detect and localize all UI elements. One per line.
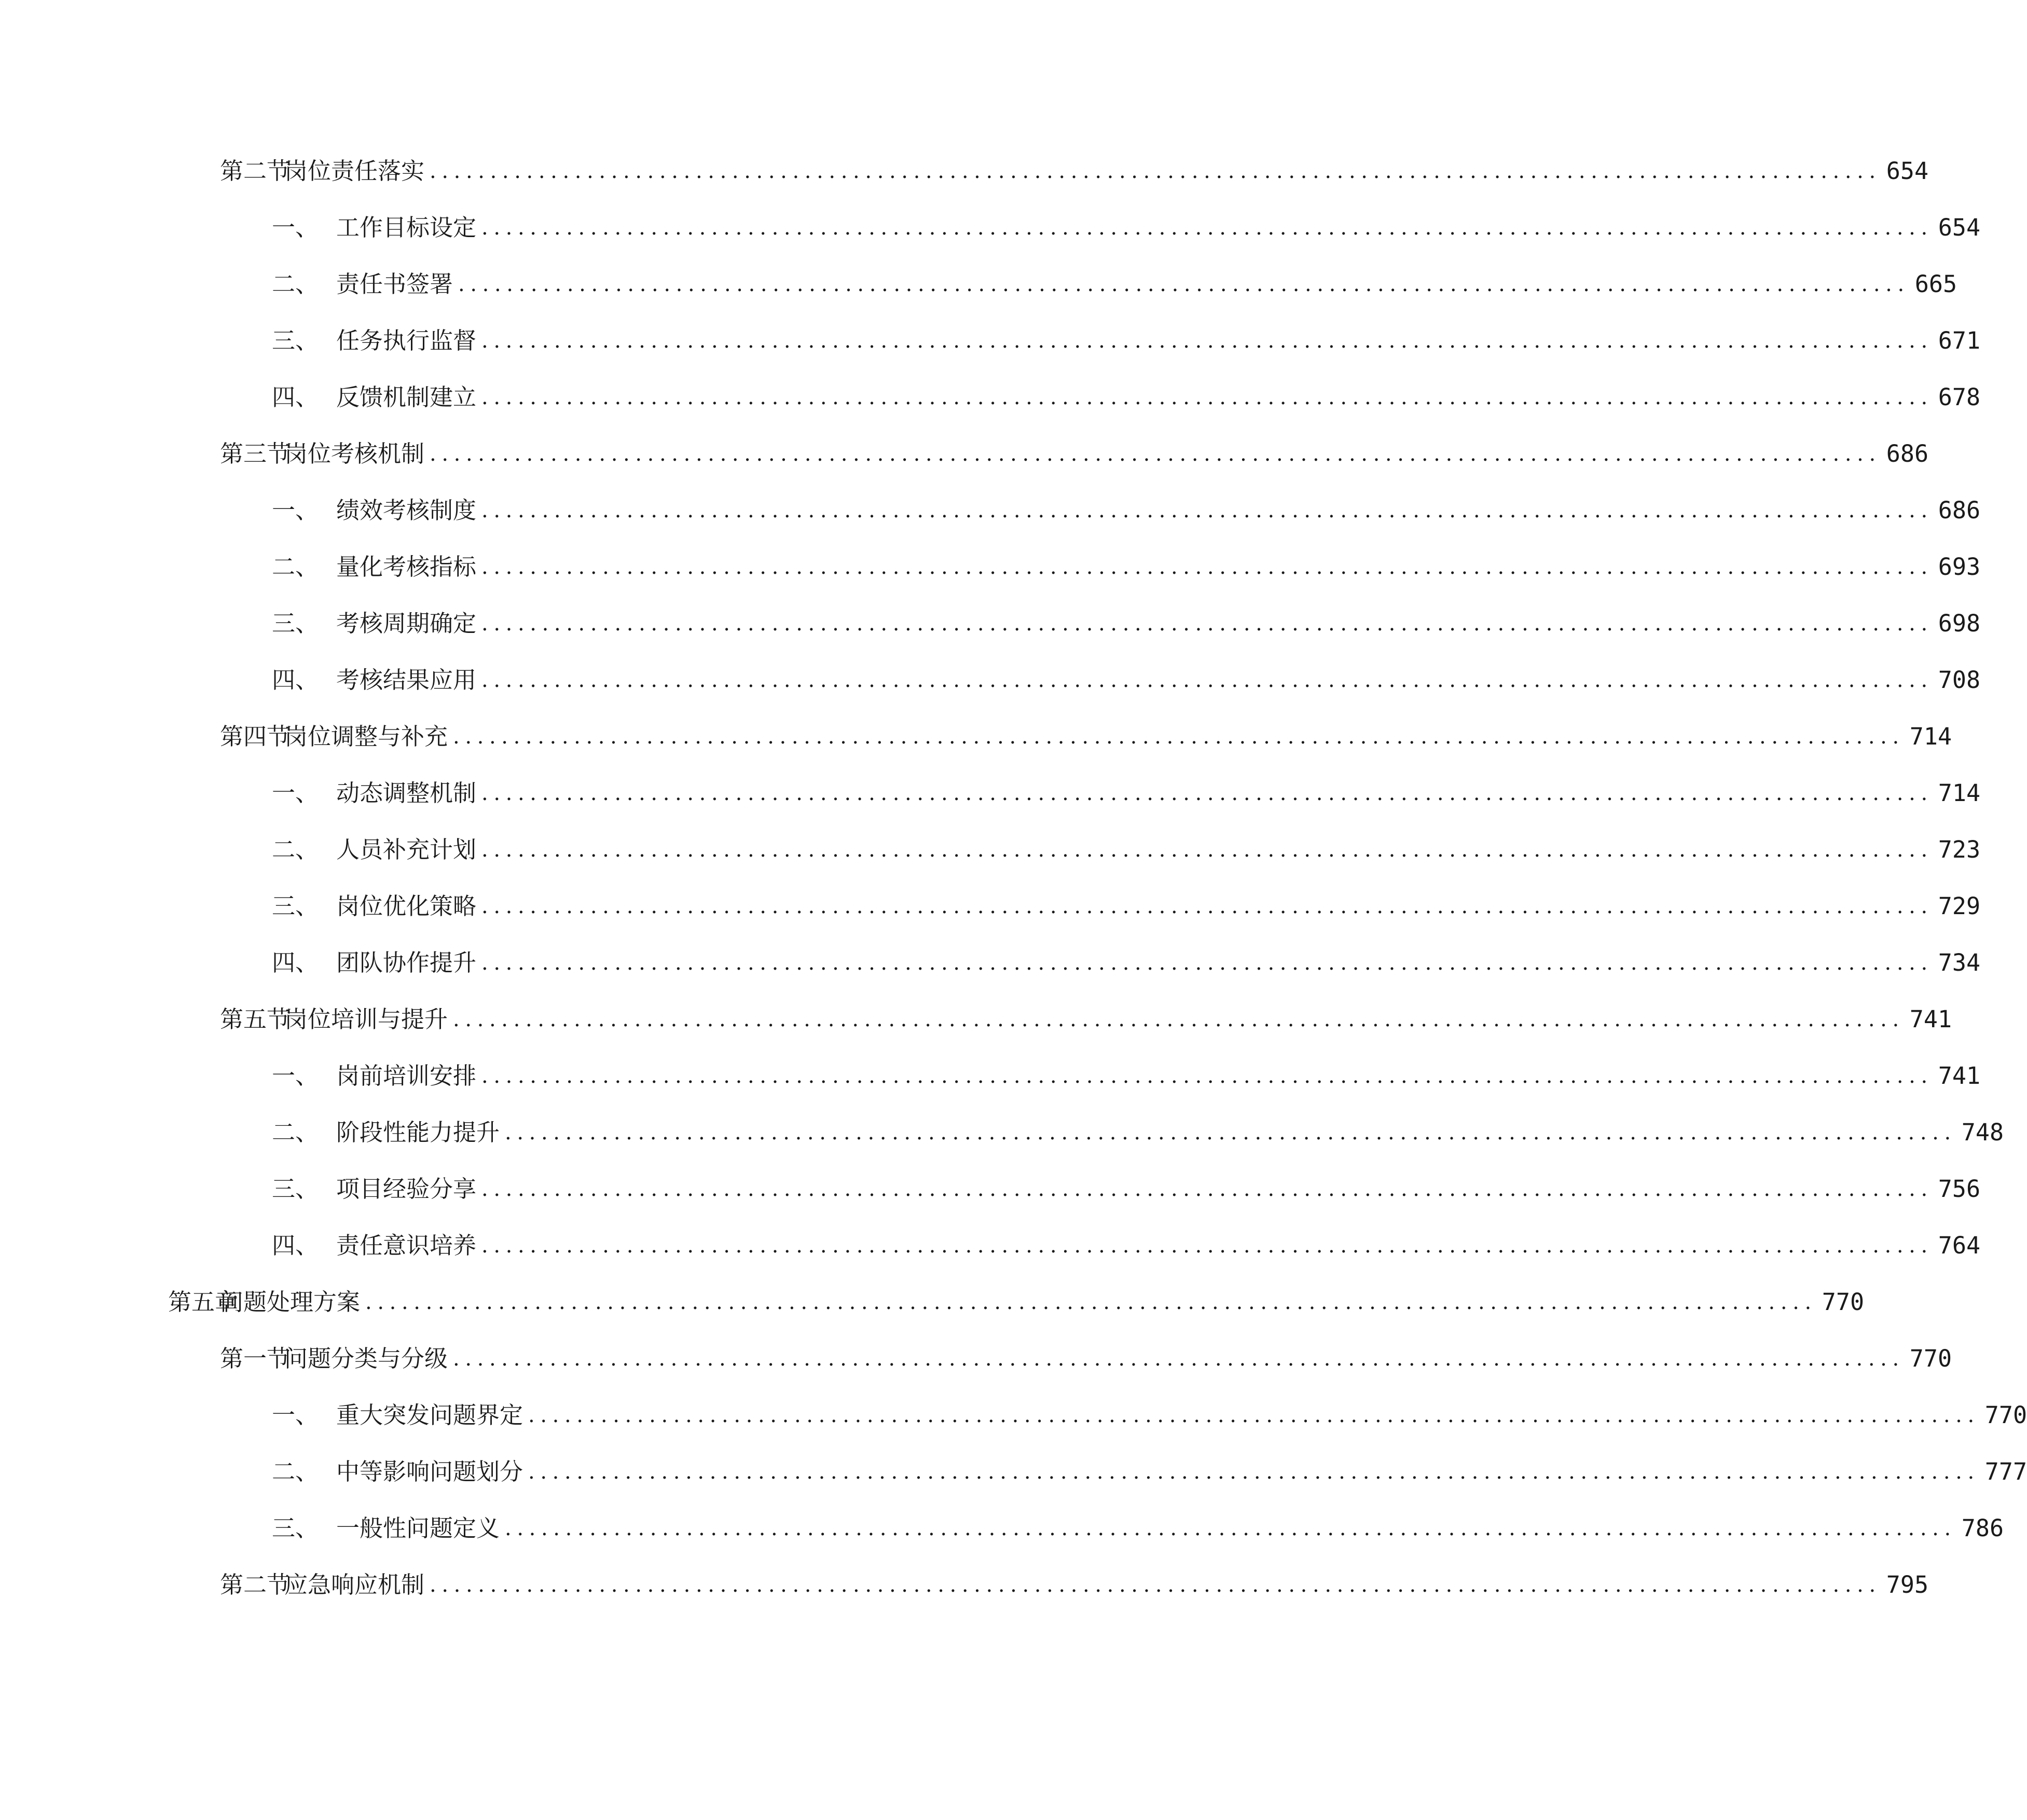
toc-leader-dots: ........................................................................................................................ [481, 499, 1933, 522]
toc-leader-dots: ........................................................................................................................ [481, 1177, 1933, 1201]
toc-entry-label [272, 1114, 500, 1151]
toc-entry-number: 二、 [272, 270, 319, 298]
toc-entry-label [220, 153, 424, 189]
toc-entry-number: 第二节 [220, 157, 291, 185]
toc-entry-number: 二、 [272, 836, 319, 863]
toc-entry-page: 795 [1886, 1571, 1929, 1598]
toc-entry-page: 714 [1909, 723, 1952, 750]
toc-entry[interactable] [272, 323, 1981, 359]
toc-entry-label [220, 436, 424, 472]
toc-entry[interactable] [220, 1001, 1952, 1038]
toc-entry-title: 岗位培训与提升 [284, 1005, 448, 1033]
toc-entry[interactable] [272, 775, 1981, 811]
toc-entry[interactable] [168, 1284, 1865, 1320]
toc-leader-dots: ........................................................................................................................ [453, 725, 1905, 749]
toc-entry-label [272, 1454, 523, 1490]
toc-entry-label [220, 719, 448, 755]
toc-entry[interactable] [272, 492, 1981, 529]
toc-entry-title: 考核结果应用 [336, 666, 477, 694]
toc-entry[interactable] [220, 1341, 1952, 1377]
toc-entry-number: 四、 [272, 666, 319, 694]
toc-entry[interactable] [272, 888, 1981, 925]
toc-entry-page: 741 [1938, 1062, 1981, 1090]
toc-entry-title: 量化考核指标 [336, 553, 477, 581]
toc-entry-label [272, 1397, 523, 1433]
toc-leader-dots: ........................................................................................................................ [481, 329, 1933, 353]
toc-entry-title: 团队协作提升 [336, 949, 477, 976]
toc-entry-title: 一般性问题定义 [336, 1514, 500, 1542]
toc-entry-title: 岗位责任落实 [284, 157, 425, 185]
toc-entry[interactable] [272, 1510, 2004, 1547]
toc-entry-title: 中等影响问题划分 [336, 1458, 523, 1485]
toc-entry-label [272, 832, 476, 868]
toc-leader-dots: ........................................................................................................................ [481, 668, 1933, 692]
toc-leader-dots: ........................................................................................................................ [430, 442, 1881, 466]
toc-entry-page: 654 [1938, 214, 1981, 241]
toc-entry-title: 问题处理方案 [220, 1288, 361, 1316]
toc-leader-dots: ........................................................................................................................ [481, 385, 1933, 409]
toc-entry[interactable] [272, 1397, 2027, 1433]
toc-leader-dots: ........................................................................................................................ [430, 159, 1881, 183]
toc-entry-page: 729 [1938, 892, 1981, 920]
toc-entry[interactable] [272, 379, 1981, 416]
toc-entry-label [272, 549, 476, 585]
toc-entry-page: 748 [1961, 1119, 2004, 1146]
toc-entry-page: 786 [1961, 1514, 2004, 1542]
toc-entry-number: 四、 [272, 383, 319, 411]
toc-entry-number: 二、 [272, 1119, 319, 1146]
toc-leader-dots: ........................................................................................................................ [481, 1064, 1933, 1088]
toc-entry-label [168, 1284, 360, 1320]
toc-entry-page: 770 [1822, 1288, 1865, 1316]
toc-entry[interactable] [220, 1567, 1929, 1603]
toc-entry[interactable] [272, 832, 1981, 868]
toc-leader-dots: ........................................................................................................................ [458, 272, 1910, 296]
toc-leader-dots: ........................................................................................................................ [528, 1403, 1980, 1427]
toc-entry-label [220, 1341, 448, 1377]
toc-entry[interactable] [272, 1058, 1981, 1094]
toc-entry[interactable] [272, 662, 1981, 698]
toc-entry-number: 一、 [272, 1062, 319, 1090]
toc-entry-number: 三、 [272, 892, 319, 920]
toc-entry-title: 重大突发问题界定 [336, 1401, 523, 1429]
toc-entry-title: 责任书签署 [336, 270, 453, 298]
toc-entry[interactable] [272, 266, 1957, 302]
toc-entry-label [272, 945, 476, 981]
toc-entry-page: 756 [1938, 1175, 1981, 1203]
toc-leader-dots: ........................................................................................................................ [505, 1516, 1956, 1540]
toc-entry-title: 应急响应机制 [284, 1571, 425, 1598]
toc-leader-dots: ........................................................................................................................ [481, 1234, 1933, 1258]
toc-leader-dots: ........................................................................................................................ [365, 1290, 1817, 1314]
toc-entry[interactable] [220, 153, 1929, 189]
toc-entry-title: 岗前培训安排 [336, 1062, 477, 1090]
toc-leader-dots: ........................................................................................................................ [481, 781, 1933, 805]
toc-entry-label [272, 662, 476, 698]
toc-entry-title: 考核周期确定 [336, 610, 477, 637]
toc-entry[interactable] [272, 1228, 1981, 1264]
toc-entry-label [272, 492, 476, 529]
toc-entry-title: 任务执行监督 [336, 327, 477, 354]
toc-entry-title: 岗位考核机制 [284, 440, 425, 467]
toc-entry-page: 708 [1938, 666, 1981, 694]
toc-entry-page: 665 [1914, 270, 1957, 298]
toc-entry-number: 第一节 [220, 1345, 291, 1372]
toc-entry-number: 第三节 [220, 440, 291, 467]
toc-entry-label [272, 775, 476, 811]
toc-entry-title: 工作目标设定 [336, 214, 477, 241]
toc-entry-page: 723 [1938, 836, 1981, 863]
toc-entry-number: 三、 [272, 327, 319, 354]
toc-leader-dots: ........................................................................................................................ [505, 1121, 1956, 1145]
toc-leader-dots: ........................................................................................................................ [481, 216, 1933, 240]
toc-entry[interactable] [272, 605, 1981, 642]
toc-entry-number: 第五节 [220, 1005, 291, 1033]
toc-entry-page: 770 [1909, 1345, 1952, 1372]
toc-entry[interactable] [272, 210, 1981, 246]
toc-leader-dots: ........................................................................................................................ [453, 1008, 1905, 1031]
toc-entry-title: 问题分类与分级 [284, 1345, 448, 1372]
toc-entry-page: 693 [1938, 553, 1981, 581]
toc-entry[interactable] [272, 1171, 1981, 1207]
toc-entry-number: 一、 [272, 779, 319, 807]
toc-entry-page: 734 [1938, 949, 1981, 976]
toc-entry-label [272, 1228, 476, 1264]
toc-leader-dots: ........................................................................................................................ [481, 555, 1933, 579]
toc-entry-title: 动态调整机制 [336, 779, 477, 807]
toc-entry[interactable] [272, 549, 1981, 585]
toc-entry-number: 第四节 [220, 723, 291, 750]
toc-entry-number: 三、 [272, 1175, 319, 1203]
toc-entry-page: 654 [1886, 157, 1929, 185]
toc-entry-page: 741 [1909, 1005, 1952, 1033]
toc-entry-page: 671 [1938, 327, 1981, 354]
toc-entry-number: 二、 [272, 553, 319, 581]
toc-entry-label [220, 1001, 448, 1038]
toc-entry-title: 阶段性能力提升 [336, 1119, 500, 1146]
toc-leader-dots: ........................................................................................................................ [453, 1347, 1905, 1371]
toc-entry-label [272, 605, 476, 642]
toc-entry-number: 第五章 [168, 1288, 239, 1316]
toc-entry-page: 770 [1984, 1401, 2027, 1429]
toc-entry-label [272, 379, 476, 416]
toc-entry-label [272, 888, 476, 925]
toc-entry-number: 一、 [272, 497, 319, 524]
toc-entry-title: 岗位优化策略 [336, 892, 477, 920]
toc-entry-label [272, 210, 476, 246]
toc-entry-number: 一、 [272, 214, 319, 241]
toc-entry-number: 二、 [272, 1458, 319, 1485]
toc-entry-page: 686 [1886, 440, 1929, 467]
toc-entry-page: 764 [1938, 1232, 1981, 1259]
toc-entry-label [272, 323, 476, 359]
toc-entry[interactable] [220, 436, 1929, 472]
toc-entry-title: 岗位调整与补充 [284, 723, 448, 750]
toc-entry-number: 三、 [272, 610, 319, 637]
toc-entry-label [272, 266, 453, 302]
toc-entry[interactable] [220, 719, 1952, 755]
toc-leader-dots: ........................................................................................................................ [481, 951, 1933, 975]
toc-leader-dots: ........................................................................................................................ [481, 838, 1933, 862]
toc-entry-title: 责任意识培养 [336, 1232, 477, 1259]
toc-entry-number: 第二节 [220, 1571, 291, 1598]
toc-entry-number: 四、 [272, 1232, 319, 1259]
toc-entry-number: 四、 [272, 949, 319, 976]
toc-leader-dots: ........................................................................................................................ [481, 894, 1933, 918]
toc-entry-label [272, 1058, 476, 1094]
toc-entry-label [220, 1567, 424, 1603]
toc-entry-page: 678 [1938, 383, 1981, 411]
toc-entry-page: 698 [1938, 610, 1981, 637]
toc-entry-title: 绩效考核制度 [336, 497, 477, 524]
toc-entry-page: 686 [1938, 497, 1981, 524]
toc-entry-label [272, 1510, 500, 1547]
toc-entry[interactable] [272, 1454, 2027, 1490]
toc-entry[interactable] [272, 945, 1981, 981]
toc-entry-label [272, 1171, 476, 1207]
toc-entry-page: 777 [1984, 1458, 2027, 1485]
toc-leader-dots: ........................................................................................................................ [481, 612, 1933, 636]
toc-entry-title: 项目经验分享 [336, 1175, 477, 1203]
toc-entry-title: 反馈机制建立 [336, 383, 477, 411]
toc-entry-page: 714 [1938, 779, 1981, 807]
toc-entry-title: 人员补充计划 [336, 836, 477, 863]
toc-entry[interactable] [272, 1114, 2004, 1151]
toc-leader-dots: ........................................................................................................................ [430, 1573, 1881, 1597]
toc-leader-dots: ........................................................................................................................ [528, 1460, 1980, 1484]
toc-entry-number: 一、 [272, 1401, 319, 1429]
toc-entry-number: 三、 [272, 1514, 319, 1542]
